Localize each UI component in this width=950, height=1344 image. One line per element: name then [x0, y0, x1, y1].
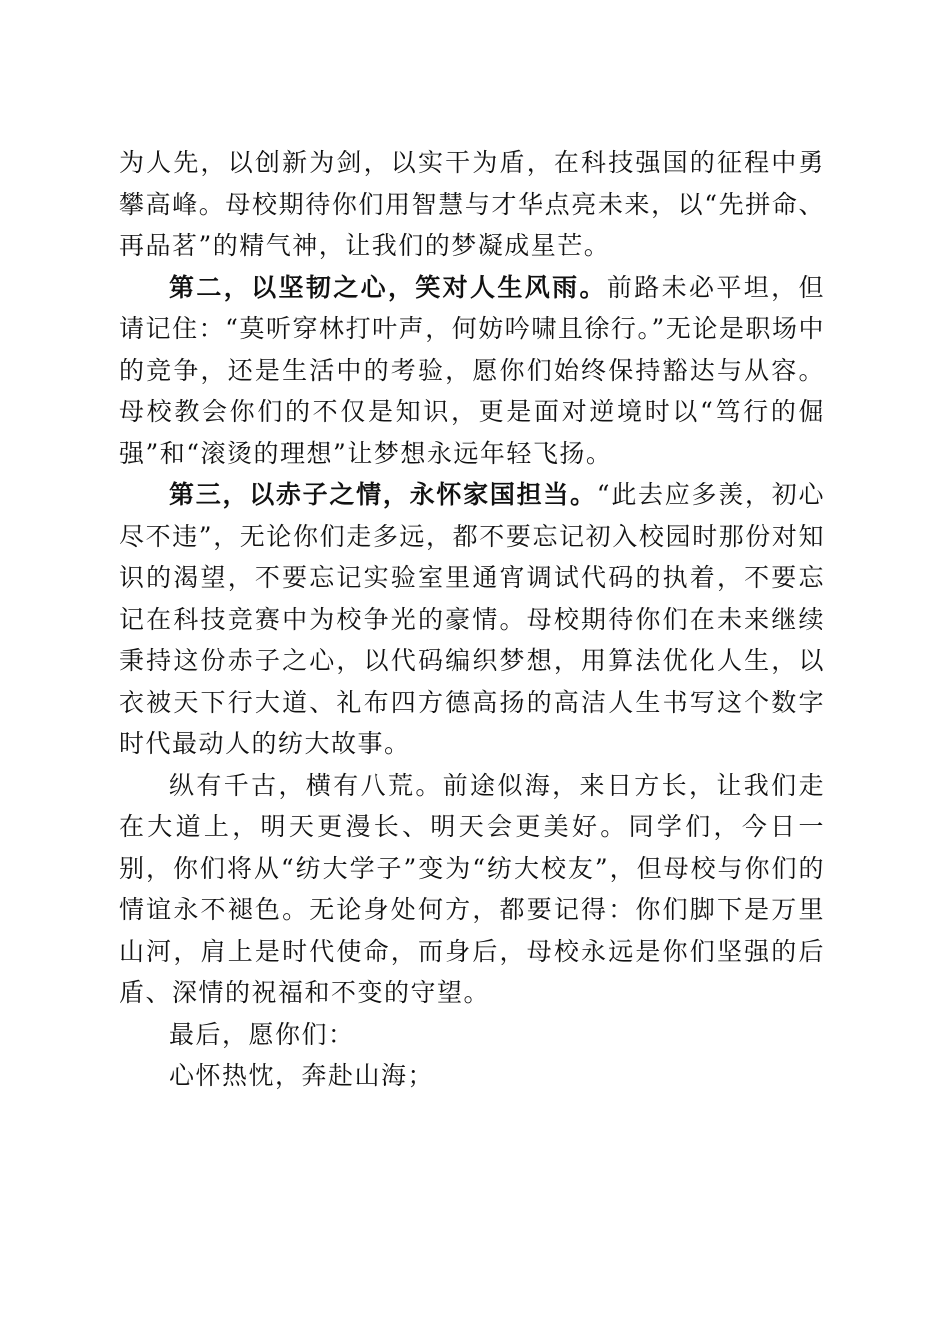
paragraph-text: 心怀热忱，奔赴山海；: [169, 1061, 435, 1090]
paragraph-third-point: [119, 474, 825, 765]
paragraph-second-point: [119, 267, 825, 475]
paragraph-text: 为人先，以创新为剑，以实干为盾，在科技强国的征程中勇攀高峰。母校期待你们用智慧与才华点亮未来，以“先拼命、再品茗”的精气神，让我们的梦凝成星芒。: [119, 148, 825, 260]
paragraph-text: “此去应多羡，初心尽不违”，无论你们走多远，都不要忘记初入校园时那份对知识的渴望，不要忘记实验室里通宵调试代码的执着，不要忘记在科技竞赛中为校争光的豪情。母校期待你们在未来继续秉持这份赤子之心，以代码编织梦想，用算法优化人生，以衣被天下行大道、礼布四方德高扬的高洁人生书写这个数字时代最动人的纺大故事。: [119, 480, 825, 758]
document-body: [119, 142, 825, 1097]
paragraph-heading: 第三，以赤子之情，永怀家国担当。: [169, 480, 597, 509]
paragraph-text: 前路未必平坦，但请记住：“莫听穿林打叶声，何妨吟啸且徐行。”无论是职场中的竞争，还是生活中的考验，愿你们始终保持豁达与从容。母校教会你们的不仅是知识，更是面对逆境时以“笃行的倔强”和“滚烫的理想”让梦想永远年轻飞扬。: [119, 272, 825, 468]
paragraph-final-wish: [119, 1014, 825, 1056]
paragraph-wish-line: [119, 1055, 825, 1097]
paragraph-closing: [119, 765, 825, 1014]
paragraph-continuation: [119, 142, 825, 267]
paragraph-text: 最后，愿你们：: [169, 1019, 355, 1049]
paragraph-heading: 第二，以坚韧之心，笑对人生风雨。: [169, 272, 607, 302]
paragraph-text: 纵有千古，横有八荒。前途似海，来日方长，让我们走在大道上，明天更漫长、明天会更美好。同学们，今日一别，你们将从“纺大学子”变为“纺大校友”，但母校与你们的情谊永不褪色。无论身处何方，都要记得：你们脚下是万里山河，肩上是时代使命，而身后，母校永远是你们坚强的后盾、深情的祝福和不变的守望。: [119, 770, 825, 1007]
